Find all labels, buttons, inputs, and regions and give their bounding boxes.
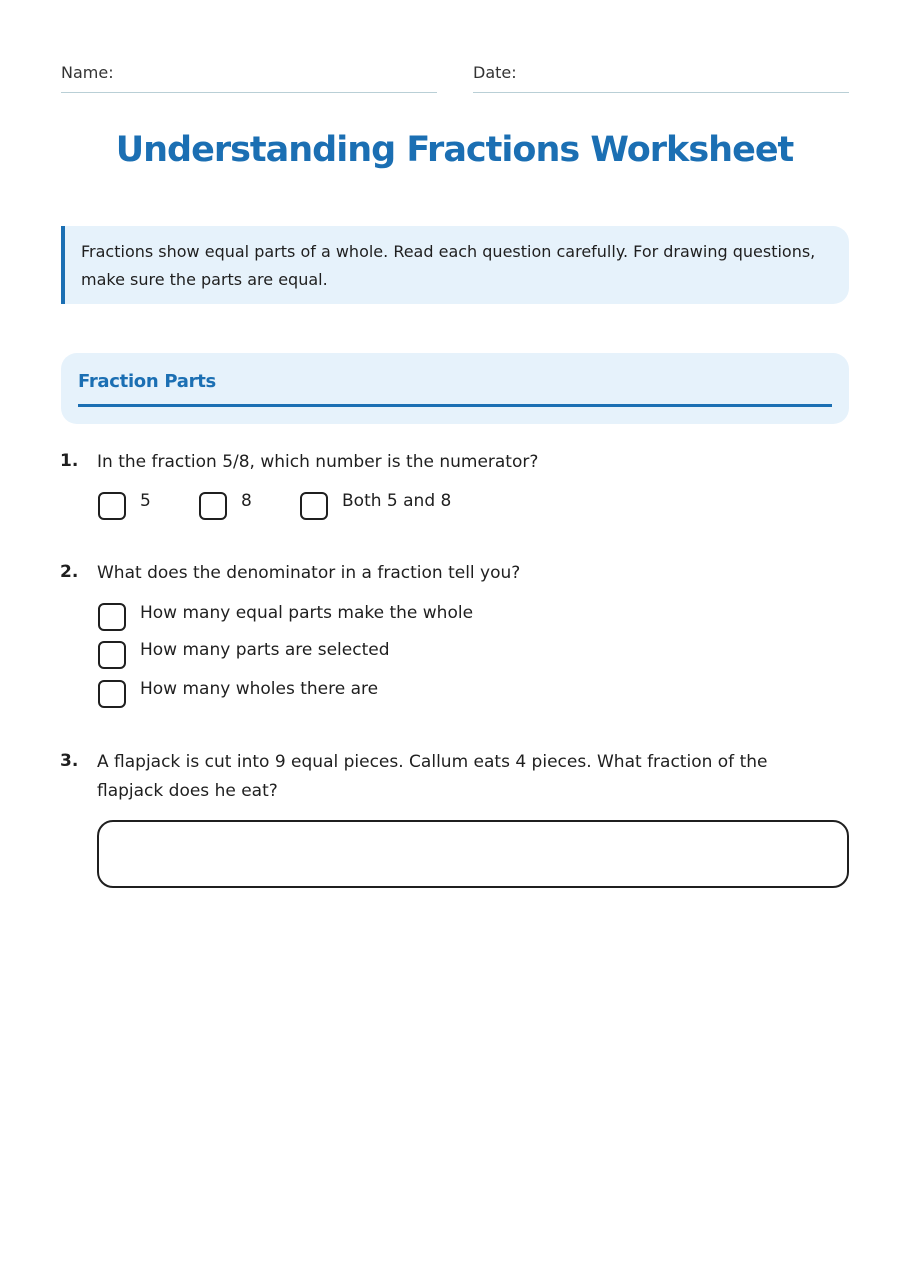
question-2-option-1-label: How many equal parts make the whole bbox=[140, 603, 474, 623]
question-1-text: In the fraction 5/8, which number is the numerator? bbox=[97, 452, 539, 472]
page-title: Understanding Fractions Worksheet bbox=[115, 130, 794, 170]
question-2-option-1-checkbox[interactable] bbox=[98, 603, 126, 631]
question-1-number: 1. bbox=[60, 451, 79, 471]
date-field[interactable] bbox=[473, 60, 849, 93]
date-label: Date: bbox=[473, 63, 517, 82]
name-field[interactable] bbox=[61, 60, 437, 93]
instructions-text: Fractions show equal parts of a whole. Read each question carefully. For drawing questions, make sure the parts are equal. bbox=[81, 242, 816, 289]
question-2-option-3-checkbox[interactable] bbox=[98, 680, 126, 708]
question-1-option-2-checkbox[interactable] bbox=[199, 492, 227, 520]
question-1-option-2-label: 8 bbox=[241, 491, 252, 511]
question-1-option-3-checkbox[interactable] bbox=[300, 492, 328, 520]
section-divider bbox=[78, 404, 832, 407]
question-2-option-3-label: How many wholes there are bbox=[140, 679, 379, 699]
question-1-option-3-label: Both 5 and 8 bbox=[342, 491, 452, 511]
question-1-option-1-checkbox[interactable] bbox=[98, 492, 126, 520]
question-2-number: 2. bbox=[60, 562, 79, 582]
question-2-text: What does the denominator in a fraction tell you? bbox=[97, 563, 521, 583]
question-3-number: 3. bbox=[60, 751, 79, 771]
section-header bbox=[61, 353, 849, 424]
question-1-option-1-label: 5 bbox=[140, 491, 151, 511]
question-2-option-2-checkbox[interactable] bbox=[98, 641, 126, 669]
question-2-option-2-label: How many parts are selected bbox=[140, 640, 390, 660]
name-label: Name: bbox=[61, 63, 114, 82]
section-title: Fraction Parts bbox=[78, 371, 216, 392]
instructions-box bbox=[61, 226, 849, 304]
question-3-text: A flapjack is cut into 9 equal pieces. Callum eats 4 pieces. What fraction of the flapjack does he eat? bbox=[97, 752, 768, 801]
question-3-answer-box[interactable] bbox=[97, 820, 849, 888]
